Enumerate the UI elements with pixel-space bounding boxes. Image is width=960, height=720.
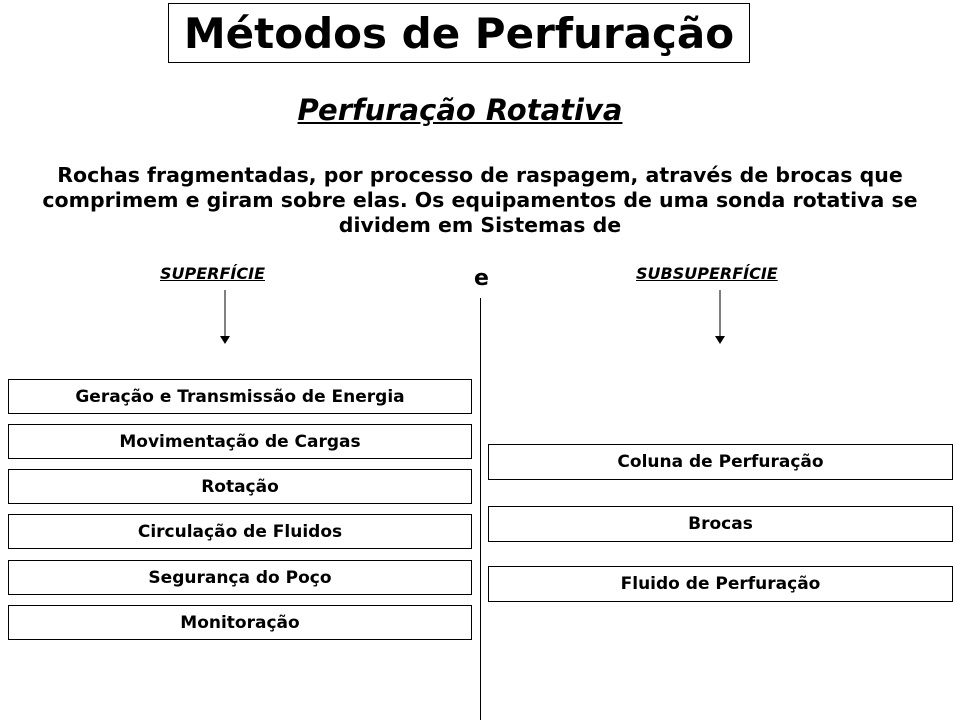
surface-system-cargo: Movimentação de Cargas (8, 424, 472, 459)
subsurface-system-bits: Brocas (488, 506, 953, 542)
description-text: Rochas fragmentadas, por processo de raspagem, através de brocas que comprimem e giram sobre elas. Os equipamentos de uma sonda rotativa se dividem em Sistemas de (42, 163, 918, 237)
surface-arrowhead (220, 336, 230, 344)
surface-system-rotation: Rotação (8, 469, 472, 504)
subsurface-arrowhead (715, 336, 725, 344)
surface-label: SUPERFÍCIE (160, 264, 265, 283)
surface-system-well-safety: Segurança do Poço (8, 560, 472, 595)
center-divider (480, 298, 481, 720)
surface-system-monitoring: Monitoração (8, 605, 472, 640)
subsurface-system-drilling-fluid: Fluido de Perfuração (488, 566, 953, 602)
page-title: Métodos de Perfuração (168, 3, 750, 63)
subtitle: Perfuração Rotativa (297, 93, 623, 127)
surface-system-fluid-circulation: Circulação de Fluidos (8, 514, 472, 549)
conjunction-label: e (474, 266, 489, 291)
subsurface-system-drill-string: Coluna de Perfuração (488, 444, 953, 480)
surface-system-energy: Geração e Transmissão de Energia (8, 379, 472, 414)
subsurface-label: SUBSUPERFÍCIE (636, 264, 778, 283)
